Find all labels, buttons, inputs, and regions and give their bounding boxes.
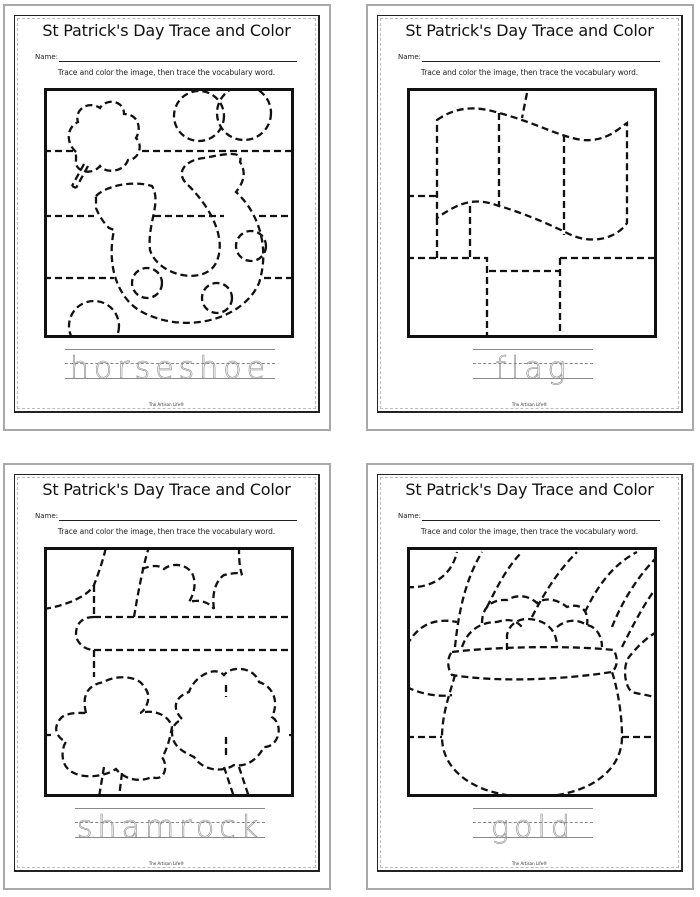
trace-top-line [473,808,593,809]
name-label: Name: [35,512,59,520]
name-write-line [59,520,297,521]
name-label: Name: [35,53,59,61]
name-label: Name: [398,512,422,520]
tracing-picture-box [407,88,657,338]
pot-of-gold-icon [407,547,657,797]
instructions: Trace and color the image, then trace the vocabulary word. [420,68,639,77]
worksheet-page [377,474,683,872]
trace-word: horseshoe [69,351,271,386]
instructions: Trace and color the image, then trace the vocabulary word. [420,527,639,536]
worksheet-card-horseshoe[interactable] [3,4,331,431]
name-field [398,511,660,523]
vocabulary-trace-area[interactable] [75,808,265,845]
vocabulary-trace-area[interactable] [65,349,275,386]
tracing-picture-box [44,547,294,797]
worksheet-page [377,15,683,413]
footer-credit: The Artisan Life® [511,402,548,407]
shamrock-icon [44,547,294,797]
worksheet-page [14,474,320,872]
trace-word: flag [495,351,571,386]
tracing-picture-box [44,88,294,338]
worksheet-title: St Patrick's Day Trace and Color [42,21,291,40]
footer-credit: The Artisan Life® [511,861,548,866]
trace-top-line [473,349,593,350]
worksheet-title: St Patrick's Day Trace and Color [42,480,291,499]
vocabulary-trace-area[interactable] [473,808,593,845]
worksheet-card-gold[interactable] [366,463,694,890]
worksheet-title: St Patrick's Day Trace and Color [405,480,654,499]
worksheet-page [14,15,320,413]
trace-word: gold [491,810,575,845]
flag-icon [407,88,657,338]
name-write-line [59,61,297,62]
horseshoe-icon [44,88,294,338]
name-field [35,52,297,64]
name-field [398,52,660,64]
name-label: Name: [398,53,422,61]
trace-top-line [65,349,275,350]
name-field [35,511,297,523]
trace-top-line [75,808,265,809]
instructions: Trace and color the image, then trace the vocabulary word. [57,527,276,536]
trace-word: shamrock [76,810,264,845]
worksheet-card-flag[interactable] [366,4,694,431]
footer-credit: The Artisan Life® [148,861,185,866]
name-write-line [422,61,660,62]
instructions: Trace and color the image, then trace the vocabulary word. [57,68,276,77]
tracing-picture-box [407,547,657,797]
worksheet-title: St Patrick's Day Trace and Color [405,21,654,40]
worksheet-card-shamrock[interactable] [3,463,331,890]
footer-credit: The Artisan Life® [148,402,185,407]
name-write-line [422,520,660,521]
vocabulary-trace-area[interactable] [473,349,593,386]
